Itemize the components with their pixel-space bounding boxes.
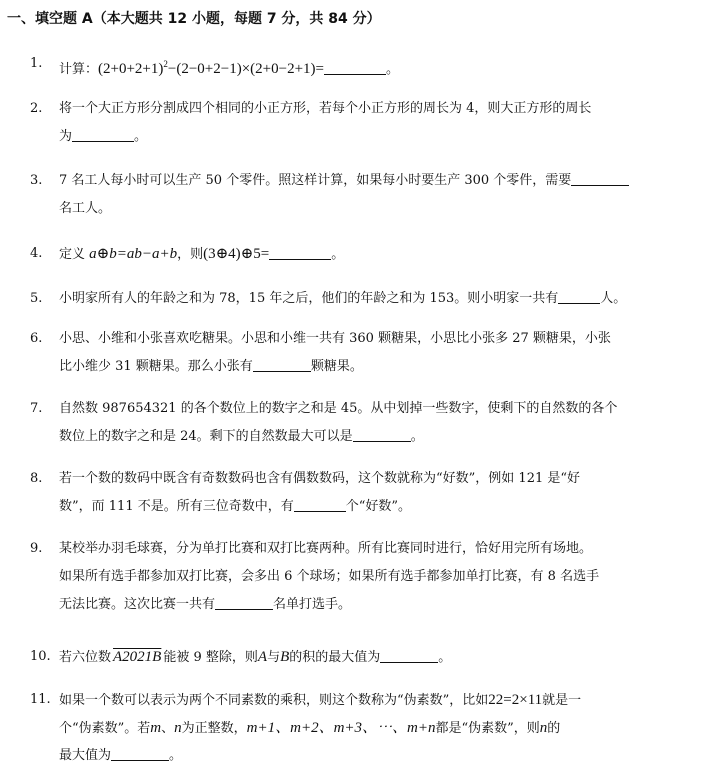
answer-blank[interactable]: [72, 127, 134, 142]
question-number: 1.: [30, 56, 43, 71]
question-number: 11.: [30, 692, 51, 707]
question-number: 9.: [30, 541, 43, 556]
question-text: 7 名工人每小时可以生产 50 个零件。照这样计算，如果每小时要生产 300 个零件，需要: [59, 168, 629, 194]
answer-blank[interactable]: [380, 648, 438, 663]
question-text: 某校举办羽毛球赛，分为单打比赛和双打比赛两种。所有比赛同时进行，恰好用完所有场地。: [59, 541, 593, 556]
answer-blank[interactable]: [353, 427, 411, 442]
question-text: 自然数 987654321 的各个数位上的数字之和是 45。从中划掉一些数字，使剩下的自然数的各个: [59, 401, 618, 416]
question-text: 计算：$(2+0+2+1)^2-(2-0+2-1)\times(2+0-2+1)=$ 。: [59, 59, 400, 77]
question-number: 4.: [30, 246, 43, 261]
question-text: 小明家所有人的年龄之和为 78，15 年之后，他们的年龄之和为 153。则小明家一共有 人。: [59, 291, 627, 306]
answer-blank[interactable]: [215, 595, 273, 610]
math-definition: a⊕b=ab−a+b: [89, 246, 178, 262]
question-number: 3.: [30, 173, 43, 188]
answer-blank[interactable]: [571, 171, 629, 186]
question-number: 6.: [30, 331, 43, 346]
math-expression: (3⊕4)⊕5=: [203, 246, 270, 262]
math-expression: $(2+0+2+1)^2-(2-0+2-1)\times(2+0-2+1)=$: [98, 59, 325, 77]
question-number: 5.: [30, 291, 43, 306]
six-digit-number: A2021B: [113, 649, 162, 665]
question-text: 小思、小维和小张喜欢吃糖果。小思和小维一共有 360 颗糖果，小思比小张多 27 颗糖果，小张: [59, 331, 611, 346]
answer-blank[interactable]: [294, 497, 346, 512]
question-number: 2.: [30, 101, 43, 116]
answer-blank[interactable]: [111, 746, 169, 761]
math-sequence: m+1、m+2、m+3、⋯、m+n: [246, 720, 436, 736]
answer-blank[interactable]: [253, 357, 311, 372]
question-number: 8.: [30, 471, 43, 486]
question-text: 将一个大正方形分割成四个相同的小正方形，若每个小正方形的周长为 4，则大正方形的周长: [59, 101, 592, 116]
question-text: 若六位数 A2021B 能被 9 整除，则A与B的积的最大值为 。: [59, 649, 452, 665]
answer-blank[interactable]: [269, 245, 331, 260]
math-expression: 22=2×11: [488, 692, 543, 708]
section-title: 一、填空题 A（本大题共 12 小题，每题 7 分，共 84 分）: [7, 11, 381, 27]
question-text: 若一个数的数码中既含有奇数数码也含有偶数数码，这个数就称为“好数”，例如 121 是“好: [59, 471, 581, 486]
question-text: 如果一个数可以表示为两个不同素数的乘积，则这个数称为“伪素数”，比如22=2×11就是一: [59, 692, 582, 708]
question-number: 10.: [30, 649, 51, 664]
answer-blank[interactable]: [324, 60, 386, 75]
question-text: 定义 a⊕b=ab−a+b，则(3⊕4)⊕5= 。: [59, 246, 345, 262]
question-number: 7.: [30, 401, 43, 416]
answer-blank[interactable]: [558, 289, 600, 304]
